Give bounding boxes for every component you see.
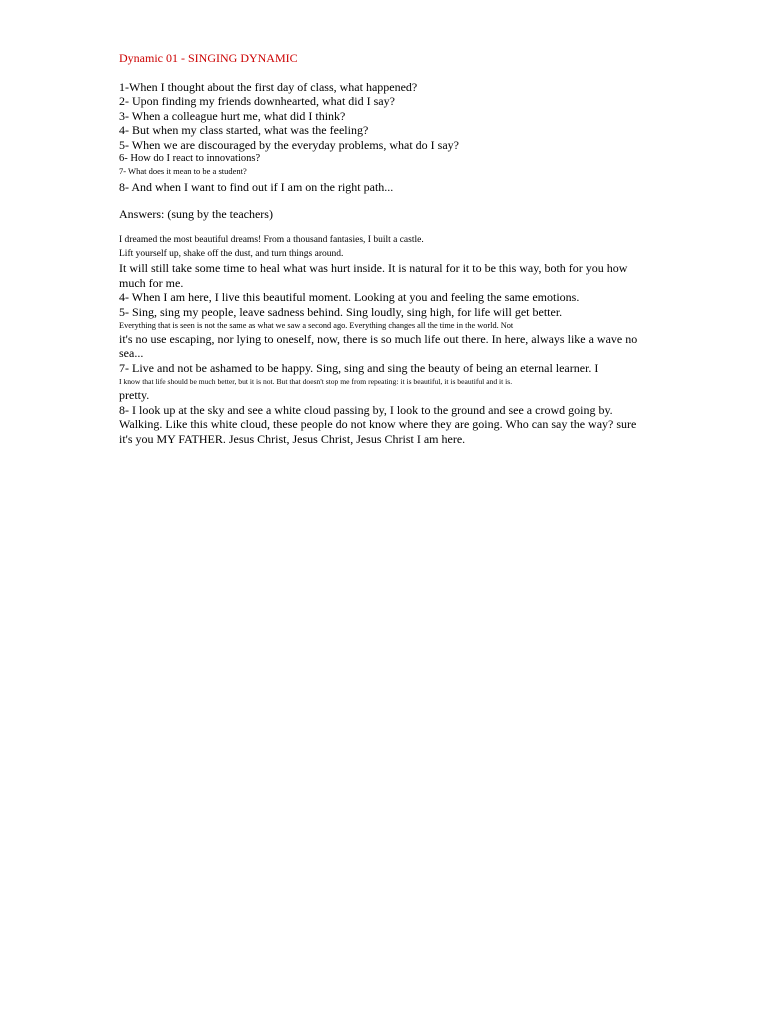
question-3: 3- When a colleague hurt me, what did I think? xyxy=(119,108,346,123)
answer-line: 4- When I am here, I live this beautiful moment. Looking at you and feeling the same emotions. xyxy=(119,290,580,305)
answer-list xyxy=(119,234,649,445)
answer-line: it's no use escaping, nor lying to oneself, now, there is so much life out there. In here, always like a wave no sea... xyxy=(119,332,638,361)
answer-line: I dreamed the most beautiful dreams! From a thousand fantasies, I built a castle. xyxy=(119,235,424,246)
answer-line: pretty. xyxy=(119,388,150,403)
answer-line: Lift yourself up, shake off the dust, and turn things around. xyxy=(119,248,344,259)
question-7: 7- What does it mean to be a student? xyxy=(119,166,247,177)
question-1: 1-When I thought about the first day of class, what happened? xyxy=(119,80,418,94)
answer-line: It will still take some time to heal what was hurt inside. It is natural for it to be this way, both for you how much for me. xyxy=(119,261,628,290)
question-2: 2- Upon finding my friends downhearted, what did I say? xyxy=(119,94,395,109)
document-body xyxy=(119,50,649,446)
answer-line: 8- I look up at the sky and see a white cloud passing by, I look to the ground and see a crowd going by. Walking. Like this white cloud, these people do not know where they are going. Who can say the way? sure it's you MY FATHER. Jesus Christ, Jesus Christ, Jesus Christ I am here. xyxy=(119,402,637,446)
question-list xyxy=(119,80,649,194)
question-4: 4- But when my class started, what was the feeling? xyxy=(119,123,369,138)
document-title: Dynamic 01 - SINGING DYNAMIC xyxy=(119,51,298,65)
answer-line: 7- Live and not be ashamed to be happy. Sing, sing and sing the beauty of being an eternal learner. I xyxy=(119,360,599,375)
question-8: 8- And when I want to find out if I am on the right path... xyxy=(119,180,394,195)
answers-heading: Answers: (sung by the teachers) xyxy=(119,207,273,222)
answer-line: I know that life should be much better, but it is not. But that doesn't stop me from repeating: it is beautiful, it is beautiful and it is. xyxy=(119,377,513,387)
question-5: 5- When we are discouraged by the everyday problems, what do I say? xyxy=(119,137,459,152)
answer-line: 5- Sing, sing my people, leave sadness behind. Sing loudly, sing high, for life will get better. xyxy=(119,304,563,319)
answer-line: Everything that is seen is not the same as what we saw a second ago. Everything changes all the time in the world. Not xyxy=(119,321,514,331)
question-6: 6- How do I react to innovations? xyxy=(119,153,261,165)
